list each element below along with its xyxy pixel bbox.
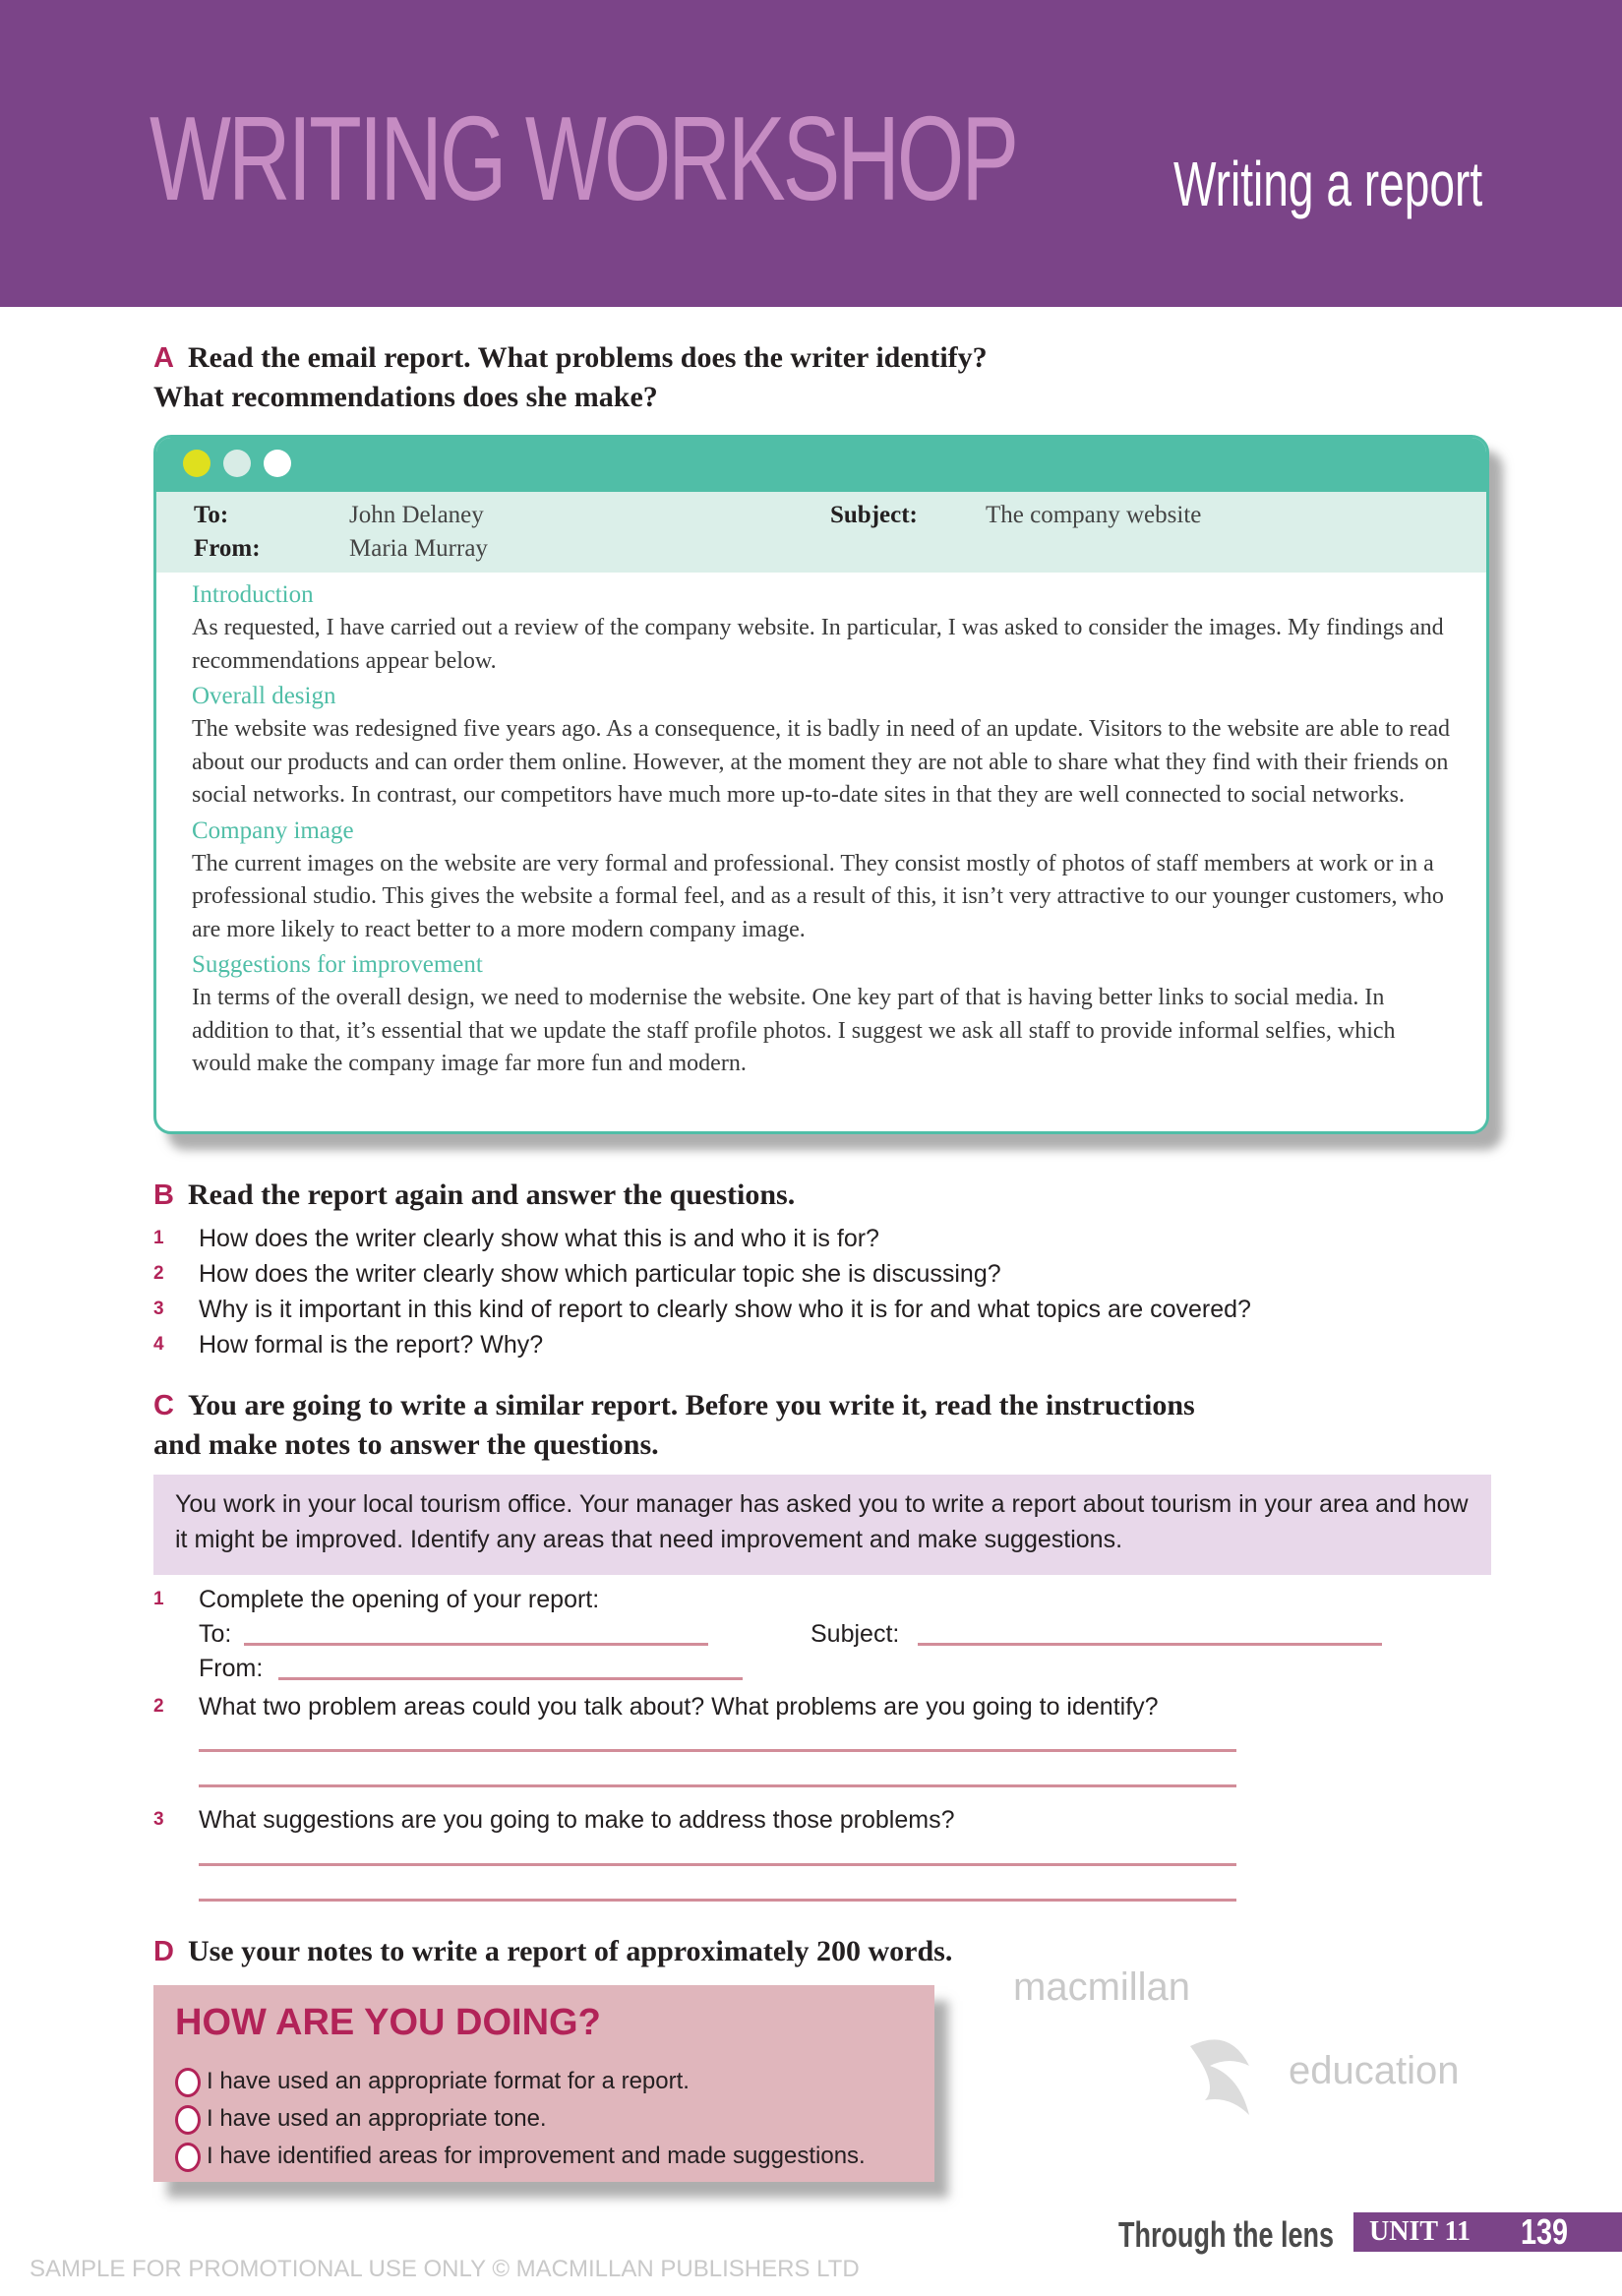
watermark-brand bbox=[1289, 2051, 1459, 2090]
section-text-overall-design: The website was redesigned five years ago. As a consequence, it is badly in need of an update. Visitors to the website are able to read about our products and can order them online. However, at the moment they are not able to share what they find with their friends on social networks. In contrast, our competitors have much more up-to-date sites in that they are well connected to social networks. bbox=[192, 716, 1451, 808]
from-answer-line[interactable] bbox=[278, 1677, 743, 1680]
section-heading-introduction: Introduction bbox=[192, 581, 314, 608]
email-report-window bbox=[153, 435, 1489, 1134]
page-subtitle: Writing a report bbox=[1173, 149, 1483, 219]
header-banner bbox=[0, 0, 1622, 307]
task-c-heading bbox=[153, 1386, 1195, 1464]
publisher-logo-watermark-icon bbox=[1171, 2026, 1279, 2145]
email-to-label: To: bbox=[194, 502, 229, 528]
page-number: 139 bbox=[1521, 2211, 1569, 2252]
answer-line[interactable] bbox=[199, 1863, 1236, 1866]
answer-line[interactable] bbox=[199, 1784, 1236, 1787]
email-header bbox=[156, 492, 1486, 573]
section-text-introduction: As requested, I have carried out a review of the company website. In particular, I was asked to consider the images. My findings and recommendations appear below. bbox=[192, 615, 1444, 674]
self-check-item[interactable] bbox=[175, 2101, 547, 2137]
self-check-label: I have identified areas for improvement and made suggestions. bbox=[207, 2143, 866, 2169]
question-number: 3 bbox=[153, 1299, 164, 1319]
question-number: 2 bbox=[153, 1696, 164, 1717]
question-text: Complete the opening of your report: bbox=[199, 1586, 600, 1613]
watermark-brand-line1: macmillan bbox=[1013, 1965, 1191, 2009]
window-dot-white-icon bbox=[264, 450, 291, 477]
task-prompt-box bbox=[153, 1475, 1491, 1575]
task-letter: D bbox=[153, 1936, 174, 1967]
task-d-instruction: Use your notes to write a report of approximately 200 words. bbox=[187, 1935, 953, 1967]
email-subject-value: The company website bbox=[986, 502, 1202, 528]
watermark-notice: SAMPLE FOR PROMOTIONAL USE ONLY © MACMILLAN PUBLISHERS LTD bbox=[30, 2256, 860, 2282]
self-check-item[interactable] bbox=[175, 2064, 690, 2099]
answer-line[interactable] bbox=[199, 1749, 1236, 1752]
task-c-line2: and make notes to answer the questions. bbox=[153, 1428, 659, 1461]
section-heading-company-image: Company image bbox=[192, 816, 354, 844]
question-number: 3 bbox=[153, 1809, 164, 1830]
task-a-heading bbox=[153, 338, 988, 416]
unit-tag bbox=[1353, 2212, 1622, 2252]
watermark-brand bbox=[1013, 1967, 1190, 2007]
task-b-heading bbox=[153, 1176, 795, 1215]
task-letter: B bbox=[153, 1179, 174, 1211]
section-heading-overall-design: Overall design bbox=[192, 683, 336, 709]
form-from-label: From: bbox=[199, 1655, 264, 1682]
unit-label: UNIT 11 bbox=[1369, 2216, 1471, 2247]
section-text-suggestions: In terms of the overall design, we need to modernise the website. One key part of that is having better links to social media. In addition to that, it’s essential that we update the staff profile photos. I suggest we ask all staff to provide informal selfies, which would make the company image far more fun and modern. bbox=[192, 985, 1396, 1076]
question-text: How does the writer clearly show what this is and who it is for? bbox=[199, 1225, 879, 1252]
radio-circle-icon[interactable] bbox=[175, 2068, 201, 2097]
task-c-line1: You are going to write a similar report. Before you write it, read the instructions bbox=[187, 1389, 1195, 1421]
radio-circle-icon[interactable] bbox=[175, 2105, 201, 2135]
email-to-value: John Delaney bbox=[349, 502, 484, 528]
self-check-label: I have used an appropriate format for a report. bbox=[207, 2068, 690, 2094]
email-body bbox=[156, 573, 1486, 1081]
form-to-label: To: bbox=[199, 1620, 232, 1648]
window-dot-light-icon bbox=[223, 450, 251, 477]
question-number: 1 bbox=[153, 1228, 164, 1248]
question-text: How does the writer clearly show which particular topic she is discussing? bbox=[199, 1260, 1001, 1288]
task-a-line2: What recommendations does she make? bbox=[153, 381, 658, 413]
task-b-instruction: Read the report again and answer the questions. bbox=[187, 1178, 796, 1211]
question-text: How formal is the report? Why? bbox=[199, 1331, 544, 1359]
answer-line[interactable] bbox=[199, 1899, 1236, 1902]
email-from-label: From: bbox=[194, 535, 261, 562]
question-text: Why is it important in this kind of report to clearly show who it is for and what topics are covered? bbox=[199, 1296, 1251, 1323]
to-answer-line[interactable] bbox=[244, 1643, 708, 1646]
question-text: What two problem areas could you talk about? What problems are you going to identify? bbox=[199, 1693, 1159, 1721]
task-letter: C bbox=[153, 1390, 174, 1421]
section-text-company-image: The current images on the website are very formal and professional. They consist mostly of photos of staff members at work or in a professional studio. This gives the website a formal feel, and as a result of this, it isn’t very attractive to our younger customers, who are more likely to react better to a more modern company image. bbox=[192, 850, 1444, 942]
radio-circle-icon[interactable] bbox=[175, 2143, 201, 2172]
question-number: 4 bbox=[153, 1334, 164, 1355]
form-subject-label: Subject: bbox=[811, 1620, 900, 1648]
self-check-box bbox=[153, 1985, 934, 2182]
self-check-title: HOW ARE YOU DOING? bbox=[175, 2002, 601, 2043]
email-title-bar bbox=[156, 438, 1486, 492]
window-dot-yellow-icon bbox=[183, 450, 210, 477]
section-heading-suggestions: Suggestions for improvement bbox=[192, 951, 483, 978]
email-subject-label: Subject: bbox=[830, 502, 918, 528]
watermark-brand-line2: education bbox=[1289, 2049, 1460, 2092]
self-check-label: I have used an appropriate tone. bbox=[207, 2105, 547, 2132]
question-number: 2 bbox=[153, 1263, 164, 1284]
email-from-value: Maria Murray bbox=[349, 535, 488, 562]
section-title: WRITING WORKSHOP bbox=[150, 91, 1017, 225]
question-text: What suggestions are you going to make to address those problems? bbox=[199, 1806, 955, 1834]
question-number: 1 bbox=[153, 1589, 164, 1609]
task-d-heading bbox=[153, 1932, 952, 1971]
task-prompt-text: You work in your local tourism office. Your manager has asked you to write a report about tourism in your area and how it might be improved. Identify any areas that need improvement and make suggestions. bbox=[175, 1490, 1469, 1553]
subject-answer-line[interactable] bbox=[918, 1643, 1382, 1646]
task-a-line1: Read the email report. What problems does the writer identify? bbox=[187, 341, 988, 374]
book-title: Through the lens bbox=[1118, 2214, 1334, 2255]
self-check-item[interactable] bbox=[175, 2139, 866, 2174]
task-letter: A bbox=[153, 342, 174, 374]
